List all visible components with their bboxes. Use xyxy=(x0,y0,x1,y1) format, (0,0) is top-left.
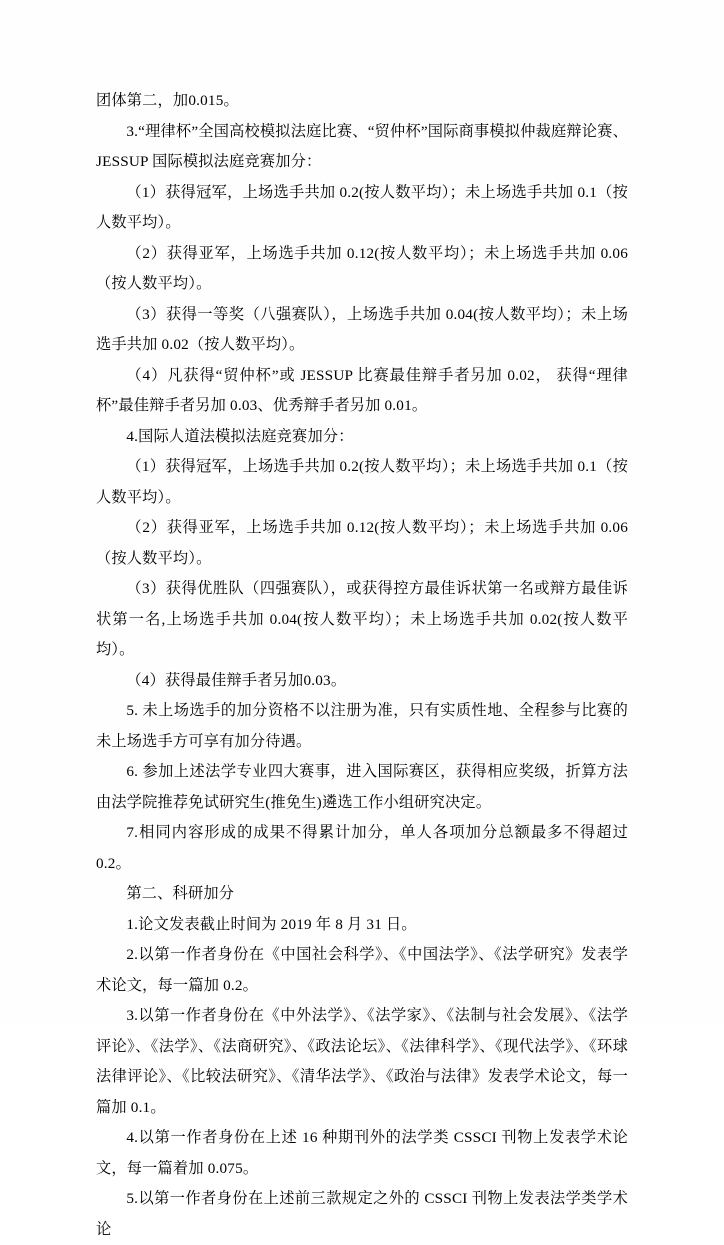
paragraph: 第二、科研加分 xyxy=(126,885,235,902)
paragraph: （3）获得一等奖（八强赛队），上场选手共加 0.04(按人数平均）；未上场选手共加 0.02（按人数平均）。 xyxy=(96,305,628,353)
paragraph: 4.以第一作者身份在上述 16 种期刊外的法学类 CSSCI 刊物上发表学术论文，每一篇着加 0.075。 xyxy=(96,1129,628,1177)
paragraph: 5.以第一作者身份在上述前三款规定之外的 CSSCI 刊物上发表法学类学术论 xyxy=(96,1190,628,1238)
paragraph: 1.论文发表截止时间为 2019 年 8 月 31 日。 xyxy=(126,915,417,933)
paragraph: 6. 参加上述法学专业四大赛事，进入国际赛区，获得相应奖级，折算方法由法学院推荐免试研究生(推免生)遴选工作小组研究决定。 xyxy=(96,763,628,811)
paragraph: 7.相同内容形成的成果不得累计加分，单人各项加分总额最多不得超过0.2。 xyxy=(96,824,628,872)
paragraph: 团体第二，加0.015。 xyxy=(96,92,239,109)
paragraph: 5. 未上场选手的加分资格不以注册为准，只有实质性地、全程参与比赛的未上场选手方可享有加分待遇。 xyxy=(96,702,628,750)
paragraph: （3）获得优胜队（四强赛队），或获得控方最佳诉状第一名或辩方最佳诉状第一名,上场选手共加 0.04(按人数平均）；未上场选手共加 0.02(按人数平均）。 xyxy=(96,580,628,658)
paragraph: （2）获得亚军，上场选手共加 0.12(按人数平均）；未上场选手共加 0.06（按人数平均）。 xyxy=(96,519,628,567)
document-body xyxy=(96,86,628,1245)
paragraph: （4）凡获得“贸仲杯”或 JESSUP 比赛最佳辩手者另加 0.02， 获得“理律杯”最佳辩手者另加 0.03、优秀辩手者另加 0.01。 xyxy=(96,366,628,414)
paragraph: （4）获得最佳辩手者另加0.03。 xyxy=(126,671,347,689)
paragraph: （2）获得亚军，上场选手共加 0.12(按人数平均）；未上场选手共加 0.06（按人数平均）。 xyxy=(96,244,628,292)
paragraph: 2.以第一作者身份在《中国社会科学》、《中国法学》、《法学研究》发表学术论文，每一篇加 0.2。 xyxy=(96,946,628,994)
paragraph: 3.“理律杯”全国高校模拟法庭比赛、“贸仲杯”国际商事模拟仲裁庭辩论赛、JESSUP 国际模拟法庭竞赛加分： xyxy=(96,122,628,170)
paragraph: （1）获得冠军，上场选手共加 0.2(按人数平均）；未上场选手共加 0.1（按人数平均）。 xyxy=(96,458,628,506)
paragraph: 3.以第一作者身份在《中外法学》、《法学家》、《法制与社会发展》、《法学评论》、《法学》、《法商研究》、《政法论坛》、《法律科学》、《现代法学》、《环球法律评论》、《比较法研究》、《清华法学》、《政治与法律》发表学术论文，每一篇加 0.1。 xyxy=(96,1007,628,1116)
paragraph: 4.国际人道法模拟法庭竞赛加分： xyxy=(126,427,354,445)
paragraph: （1）获得冠军，上场选手共加 0.2(按人数平均）；未上场选手共加 0.1（按人数平均）。 xyxy=(96,183,628,231)
